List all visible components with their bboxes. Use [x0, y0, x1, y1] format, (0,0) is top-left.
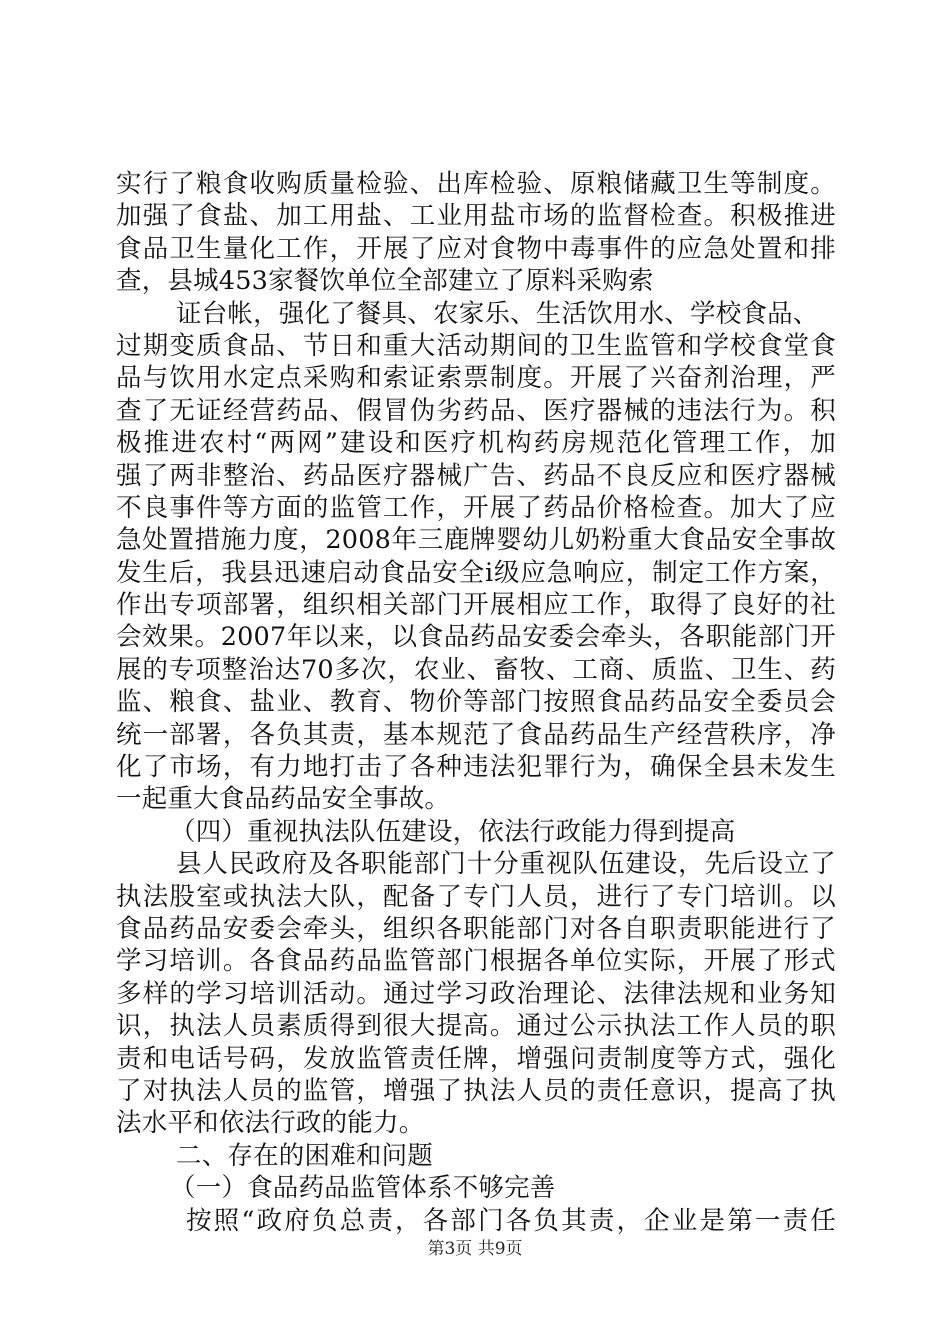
- text-line: 化了市场，有力地打击了各种违法犯罪行为，确保全县未发生: [116, 752, 836, 783]
- paragraph-start-line: 县人民政府及各职能部门十分重视队伍建设，先后设立了: [176, 849, 836, 880]
- text-line: 展的专项整治达70多次，农业、畜牧、工商、质监、卫生、药: [116, 654, 836, 685]
- paragraph-start-line: 证台帐，强化了餐具、农家乐、生活饮用水、学校食品、: [176, 298, 819, 329]
- text-line: 极推进农村“两网”建设和医疗机构药房规范化管理工作，加: [116, 428, 836, 459]
- text-line: 食品药品安委会牵头，组织各职能部门对各自职责职能进行了: [116, 913, 836, 944]
- text-line: 监、粮食、盐业、教育、物价等部门按照食品药品安全委员会: [116, 687, 836, 718]
- text-line: 不良事件等方面的监管工作，开展了药品价格检查。加大了应: [116, 492, 836, 523]
- page-number-footer: 第3页 共9页: [427, 1239, 523, 1259]
- text-line: 查了无证经营药品、假冒伪劣药品、医疗器械的违法行为。积: [116, 395, 836, 426]
- text-line: 执法股室或执法大队，配备了专门人员，进行了专门培训。以: [116, 881, 836, 912]
- text-line: 法水平和依法行政的能力。: [116, 1108, 425, 1139]
- text-line: 食品卫生量化工作，开展了应对食物中毒事件的应急处置和排: [116, 233, 836, 264]
- text-line: 多样的学习培训活动。通过学习政治理论、法律法规和业务知: [116, 978, 836, 1009]
- text-line: 过期变质食品、节日和重大活动期间的卫生监管和学校食堂食: [116, 330, 836, 361]
- text-line: 一起重大食品药品安全事故。: [116, 784, 451, 815]
- text-line: 了对执法人员的监管，增强了执法人员的责任意识，提高了执: [116, 1075, 836, 1106]
- section-heading: （四）重视执法队伍建设，依法行政能力得到提高: [170, 816, 736, 847]
- text-line: 品与饮用水定点采购和索证索票制度。开展了兴奋剂治理，严: [116, 363, 836, 394]
- text-line: 作出专项部署，组织相关部门开展相应工作，取得了良好的社: [116, 590, 836, 621]
- text-line: 加强了食盐、加工用盐、工业用盐市场的监督检查。积极推进: [116, 201, 836, 232]
- text-line: 查，县城453家餐饮单位全部建立了原料采购索: [116, 266, 654, 297]
- text-line: 识，执法人员素质得到很大提高。通过公示执法工作人员的职: [116, 1011, 836, 1042]
- chapter-heading: 二、存在的困难和问题: [176, 1140, 434, 1171]
- text-line: 统一部署，各负其责，基本规范了食品药品生产经营秩序，净: [116, 719, 836, 750]
- paragraph-start-line: 按照“政府负总责，各部门各负其责，企业是第一责任: [186, 1205, 836, 1236]
- text-line: 会效果。2007年以来，以食品药品安委会牵头，各职能部门开: [116, 622, 836, 653]
- body-text: [116, 168, 836, 1237]
- text-line: 学习培训。各食品药品监管部门根据各单位实际，开展了形式: [116, 946, 836, 977]
- text-line: 实行了粮食收购质量检验、出库检验、原粮储藏卫生等制度。: [116, 169, 836, 199]
- section-heading: （一）食品药品监管体系不够完善: [170, 1173, 556, 1204]
- text-line: 责和电话号码，发放监管责任牌，增强问责制度等方式，强化: [116, 1043, 836, 1074]
- text-line: 强了两非整治、药品医疗器械广告、药品不良反应和医疗器械: [116, 460, 836, 491]
- text-line: 发生后，我县迅速启动食品安全ⅰ级应急响应，制定工作方案，: [116, 557, 836, 588]
- text-line: 急处置措施力度，2008年三鹿牌婴幼儿奶粉重大食品安全事故: [116, 525, 836, 556]
